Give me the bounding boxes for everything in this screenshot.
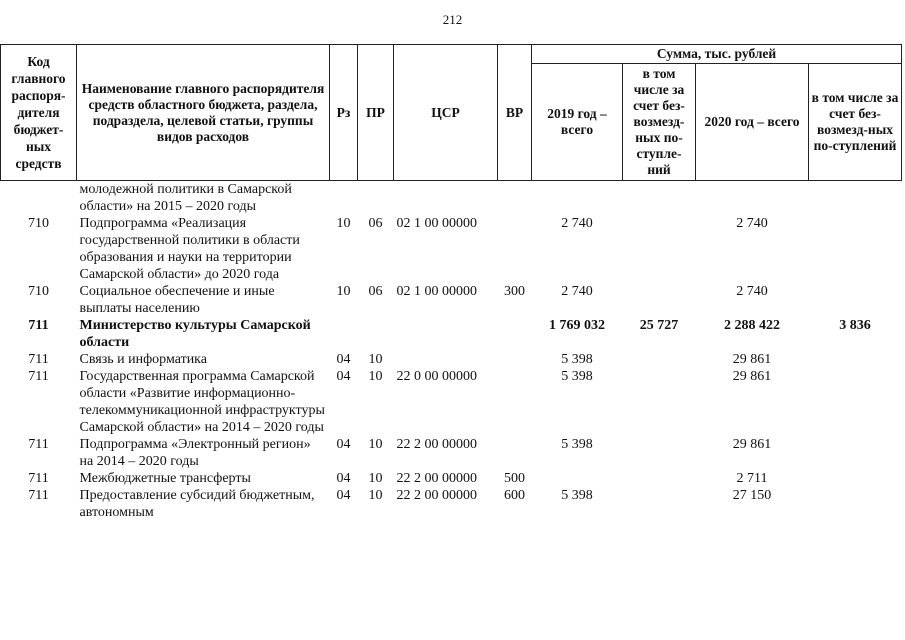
cell-code: 710 [28, 216, 49, 231]
budget-table [0, 44, 902, 521]
cell-2019-free [623, 215, 696, 283]
cell-2020-free [809, 181, 902, 216]
table-row [1, 181, 902, 216]
cell-csr [394, 317, 498, 351]
cell-vr [498, 436, 532, 470]
cell-2019-free [623, 181, 696, 216]
cell-pr [358, 317, 394, 351]
cell-name: Подпрограмма «Электронный регион» на 2014 – 2020 годы [79, 437, 311, 469]
cell-csr: 22 2 00 00000 [396, 437, 477, 452]
cell-2020-total: 2 288 422 [724, 318, 780, 333]
cell-2019-free: 25 727 [639, 318, 679, 333]
table-row [1, 436, 902, 470]
cell-2020-free [809, 470, 902, 487]
cell-2020-free [809, 351, 902, 368]
cell-vr: 300 [504, 284, 525, 299]
cell-vr: 600 [504, 488, 525, 503]
cell-2020-free [809, 368, 902, 436]
cell-code: 711 [28, 369, 49, 384]
cell-2019-free [623, 487, 696, 521]
header-code: Код главного распоря-дителя бюджет-ных средств [1, 45, 77, 181]
cell-code: 711 [28, 352, 49, 367]
header-2020-free: в том числе за счет без-возмезд-ных по-ступлений [809, 64, 902, 181]
cell-csr [394, 351, 498, 368]
cell-code: 710 [28, 284, 49, 299]
cell-2020-free [809, 283, 902, 317]
cell-rz: 04 [336, 352, 351, 367]
table-row [1, 368, 902, 436]
cell-name: молодежной политики в Самарской области» на 2015 – 2020 годы [79, 182, 292, 214]
cell-2020-total: 27 150 [732, 488, 772, 503]
cell-rz: 04 [336, 488, 351, 503]
cell-pr: 10 [368, 352, 383, 367]
cell-2019-total: 5 398 [561, 369, 593, 384]
cell-2019-total: 5 398 [561, 488, 593, 503]
cell-name: Министерство культуры Самарской области [79, 318, 311, 350]
cell-rz: 04 [336, 369, 351, 384]
cell-code: 711 [28, 318, 49, 333]
cell-2019-total: 5 398 [561, 437, 593, 452]
header-sum: Сумма, тыс. рублей [532, 45, 902, 64]
cell-csr: 02 1 00 00000 [396, 216, 477, 231]
table-row [1, 283, 902, 317]
cell-2019-total: 2 740 [561, 284, 593, 299]
header-rz: Рз [330, 45, 358, 181]
cell-rz: 10 [336, 284, 351, 299]
table-header [1, 45, 902, 181]
cell-2019-free [623, 283, 696, 317]
cell-vr [498, 351, 532, 368]
cell-rz [330, 317, 358, 351]
cell-2020-total: 2 711 [736, 471, 768, 486]
cell-2020-free: 3 836 [839, 318, 871, 333]
cell-2020-total: 29 861 [732, 437, 772, 452]
cell-2019-free [623, 436, 696, 470]
cell-vr [498, 317, 532, 351]
header-2019-free: в том числе за счет без-возмезд-ных по-ступле-ний [623, 64, 696, 181]
cell-code: 711 [28, 437, 49, 452]
cell-pr: 06 [368, 216, 383, 231]
cell-name: Связь и информатика [79, 352, 207, 367]
cell-2020-total: 2 740 [736, 216, 768, 231]
cell-2020-free [809, 436, 902, 470]
cell-2020-total [696, 181, 809, 216]
header-vr: ВР [498, 45, 532, 181]
cell-csr: 22 2 00 00000 [396, 488, 477, 503]
cell-pr: 10 [368, 488, 383, 503]
cell-2019-total [532, 181, 623, 216]
cell-csr: 22 0 00 00000 [396, 369, 477, 384]
cell-2019-free [623, 368, 696, 436]
cell-rz: 10 [336, 216, 351, 231]
table-row [1, 470, 902, 487]
cell-2020-total: 29 861 [732, 352, 772, 367]
cell-pr: 06 [368, 284, 383, 299]
table-row [1, 487, 902, 521]
cell-vr [498, 215, 532, 283]
header-csr: ЦСР [394, 45, 498, 181]
cell-2019-total: 2 740 [561, 216, 593, 231]
cell-name: Межбюджетные трансферты [79, 471, 251, 486]
cell-vr [498, 181, 532, 216]
cell-vr [498, 368, 532, 436]
header-2019-total: 2019 год – всего [532, 64, 623, 181]
cell-code: 711 [28, 471, 49, 486]
cell-2019-free [623, 351, 696, 368]
cell-code: 711 [28, 488, 49, 503]
cell-name: Подпрограмма «Реализация государственной политики в области образования и науки на территории Самарской области» до 2020 года [79, 216, 300, 282]
cell-name: Социальное обеспечение и иные выплаты населению [79, 284, 275, 316]
cell-rz: 04 [336, 471, 351, 486]
cell-2020-total: 2 740 [736, 284, 768, 299]
table-row [1, 317, 902, 351]
cell-csr [394, 181, 498, 216]
cell-2020-free [809, 487, 902, 521]
cell-2020-free [809, 215, 902, 283]
cell-code [1, 181, 77, 216]
cell-pr: 10 [368, 437, 383, 452]
table-row [1, 351, 902, 368]
cell-2020-total: 29 861 [732, 369, 772, 384]
cell-pr: 10 [368, 369, 383, 384]
header-name: Наименование главного распорядителя средств областного бюджета, раздела, подраздела, целевой статьи, группы видов расходов [77, 45, 330, 181]
header-2020-total: 2020 год – всего [696, 64, 809, 181]
cell-2019-total: 1 769 032 [549, 318, 605, 333]
cell-name: Предоставление субсидий бюджетным, автономным [79, 488, 315, 520]
cell-pr: 10 [368, 471, 383, 486]
cell-csr: 22 2 00 00000 [396, 471, 477, 486]
cell-2019-total [532, 470, 623, 487]
header-pr: ПР [358, 45, 394, 181]
cell-name: Государственная программа Самарской области «Развитие информационно-телекоммуникационной инфраструктуры Самарской области» на 2014 – 2020 годы [79, 369, 325, 435]
cell-2019-total: 5 398 [561, 352, 593, 367]
page-number: 212 [442, 12, 463, 27]
table-row [1, 215, 902, 283]
cell-rz: 04 [336, 437, 351, 452]
cell-rz [330, 181, 358, 216]
table-body [1, 181, 902, 522]
cell-vr: 500 [504, 471, 525, 486]
cell-csr: 02 1 00 00000 [396, 284, 477, 299]
cell-2019-free [623, 470, 696, 487]
cell-pr [358, 181, 394, 216]
